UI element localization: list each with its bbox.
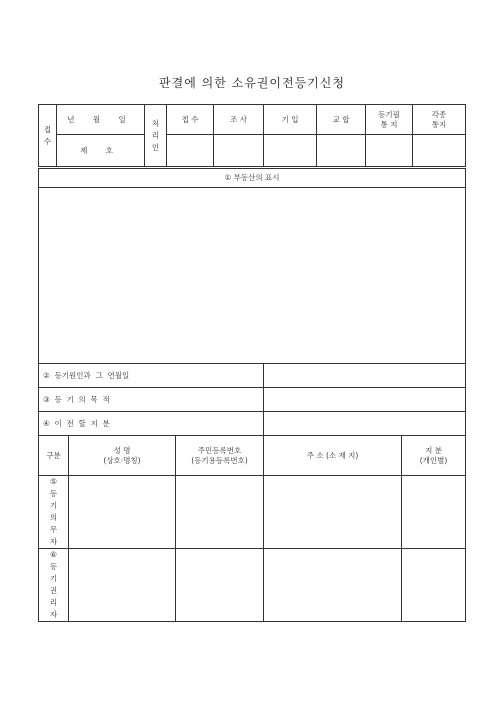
obligor-idnum-cell[interactable] bbox=[176, 476, 264, 549]
col-reception: 접 수 bbox=[167, 105, 214, 135]
right-holder-idnum-cell[interactable] bbox=[176, 549, 264, 622]
obligor-name-cell[interactable] bbox=[69, 476, 176, 549]
verification-cell[interactable] bbox=[317, 135, 366, 167]
obligor-label: ⑤ 등 기 의 무 자 bbox=[39, 476, 69, 549]
right-holder-address-cell[interactable] bbox=[264, 549, 402, 622]
reception-label: 접 수 bbox=[39, 105, 57, 167]
reception-table bbox=[38, 104, 466, 167]
property-header: ① 부동산의 표시 bbox=[39, 169, 466, 188]
right-holder-name-cell[interactable] bbox=[69, 549, 176, 622]
share-header: 지 분 (개인별) bbox=[402, 436, 466, 476]
address-header: 주 소 (소 재 지) bbox=[264, 436, 402, 476]
name-header: 성 명 (상호·명칭) bbox=[69, 436, 176, 476]
col-investigation: 조 사 bbox=[214, 105, 264, 135]
share-value[interactable] bbox=[264, 412, 466, 436]
share-label: ④ 이 전 할 지 분 bbox=[39, 412, 264, 436]
purpose-value[interactable] bbox=[264, 388, 466, 412]
various-notice-cell[interactable] bbox=[413, 135, 466, 167]
obligor-share-cell[interactable] bbox=[402, 476, 466, 549]
application-table bbox=[38, 168, 466, 622]
date-label: 년 월 일 bbox=[57, 105, 145, 135]
investigation-cell[interactable] bbox=[214, 135, 264, 167]
property-description-area[interactable] bbox=[39, 188, 466, 364]
col-entry: 기 입 bbox=[264, 105, 317, 135]
entry-cell[interactable] bbox=[264, 135, 317, 167]
page-title: 판결에 의한 소유권이전등기신청 bbox=[159, 76, 345, 90]
cause-label: ② 등기원인과 그 연월일 bbox=[39, 364, 264, 388]
right-holder-share-cell[interactable] bbox=[402, 549, 466, 622]
obligor-address-cell[interactable] bbox=[264, 476, 402, 549]
col-verification: 교 합 bbox=[317, 105, 366, 135]
right-holder-label: ⑥ 등 기 권 리 자 bbox=[39, 549, 69, 622]
gubun-header: 구분 bbox=[39, 436, 69, 476]
purpose-label: ③ 등 기 의 목 적 bbox=[39, 388, 264, 412]
col-various-notice: 각종 통지 bbox=[413, 105, 466, 135]
completion-notice-cell[interactable] bbox=[366, 135, 413, 167]
cause-value[interactable] bbox=[264, 364, 466, 388]
reception-cell[interactable] bbox=[167, 135, 214, 167]
col-completion-notice: 등기필 통 지 bbox=[366, 105, 413, 135]
handler-label: 처 리 인 bbox=[145, 105, 167, 167]
idnum-header: 주민등록번호 (등기용등록번호) bbox=[176, 436, 264, 476]
number-label: 제 호 bbox=[57, 135, 145, 167]
